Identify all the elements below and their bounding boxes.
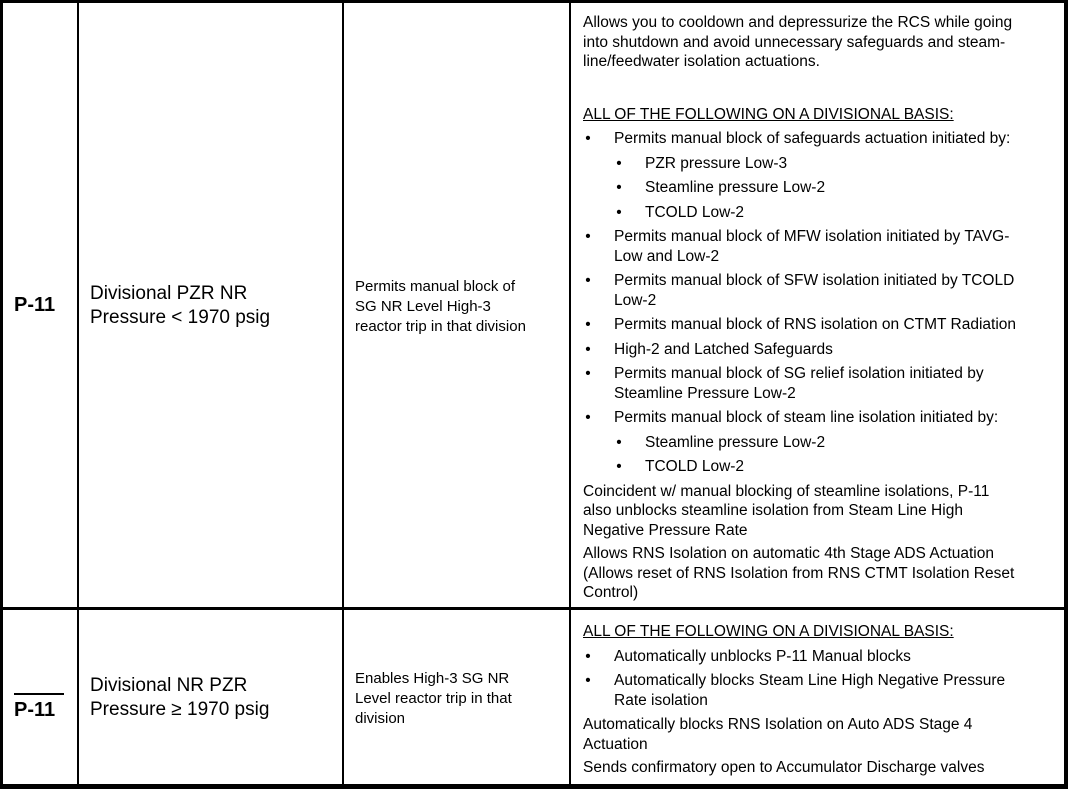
table-top-border — [0, 0, 1068, 3]
list-item: • PZR pressure Low-3 — [616, 154, 788, 172]
list-item: • Permits manual block of MFW isolation initiated by TAVG- Low and Low-2 — [585, 228, 1010, 265]
list-item: • TCOLD Low-2 — [616, 203, 745, 221]
list-item: • TCOLD Low-2 — [616, 458, 745, 475]
list-item: • Permits manual block of SFW isolation initiated by TCOLD Low-2 — [585, 272, 1015, 309]
section-header: ALL OF THE FOLLOWING ON A DIVISIONAL BASIS: — [583, 105, 954, 123]
permissive-condition: Divisional PZR NR Pressure < 1970 psig — [90, 283, 271, 328]
table-bottom-border — [0, 784, 1068, 789]
column-divider-2 — [342, 0, 344, 789]
permissive-condition: Divisional NR PZR Pressure ≥ 1970 psig — [90, 675, 270, 720]
list-item: • Steamline pressure Low-2 — [616, 179, 826, 196]
list-item: • High-2 and Latched Safeguards — [585, 340, 833, 358]
list-item: • Automatically unblocks P-11 Manual blocks — [585, 647, 911, 665]
permissive-id: P-11 — [14, 294, 56, 316]
column-divider-3 — [569, 0, 571, 789]
list-item: • Automatically blocks Steam Line High Negative Pressure Rate isolation — [585, 672, 1006, 709]
bullet-list — [583, 647, 1058, 711]
permissive-id: P-11 — [14, 699, 56, 721]
table-left-border — [0, 0, 3, 789]
list-item: • Permits manual block of safeguards actuation initiated by: • PZR pressure Low-3 • Steamline pressure Low-2 • TCOLD Low-2 — [583, 129, 1058, 222]
intro-text: Allows you to cooldown and depressurize the RCS while going into shutdown and avoid unnecessary safeguards and steam- line/feedwater isolation actuations. — [583, 14, 1013, 70]
list-item: • Permits manual block of SG relief isolation initiated by Steamline Pressure Low-2 — [585, 365, 984, 402]
permissive-description — [583, 622, 1058, 778]
negation-overbar — [14, 693, 64, 695]
row-divider — [0, 607, 1068, 610]
note-text: Sends confirmatory open to Accumulator Discharge valves — [583, 759, 985, 776]
list-item: • Permits manual block of steam line isolation initiated by: • Steamline pressure Low-2 • TCOLD Low-2 — [583, 408, 1058, 477]
list-item: • Permits manual block of RNS isolation on CTMT Radiation — [585, 316, 1017, 333]
list-item: • Steamline pressure Low-2 — [616, 433, 826, 451]
bullet-list — [583, 129, 1058, 477]
section-header: ALL OF THE FOLLOWING ON A DIVISIONAL BASIS: — [583, 623, 954, 640]
permissive-function: Enables High-3 SG NR Level reactor trip in that division — [355, 670, 512, 727]
permissive-description — [583, 13, 1058, 603]
column-divider-1 — [77, 0, 79, 789]
note-text: Coincident w/ manual blocking of steamline isolations, P-11 also unblocks steamline isolation from Steam Line High Negative Pressure Rate — [583, 482, 990, 539]
note-text: Allows RNS Isolation on automatic 4th Stage ADS Actuation (Allows reset of RNS Isolation from RNS CTMT Isolation Reset Control) — [583, 545, 1015, 601]
note-text: Automatically blocks RNS Isolation on Auto ADS Stage 4 Actuation — [583, 716, 973, 753]
table-right-border — [1064, 0, 1068, 789]
permissive-function: Permits manual block of SG NR Level High-3 reactor trip in that division — [355, 278, 526, 335]
